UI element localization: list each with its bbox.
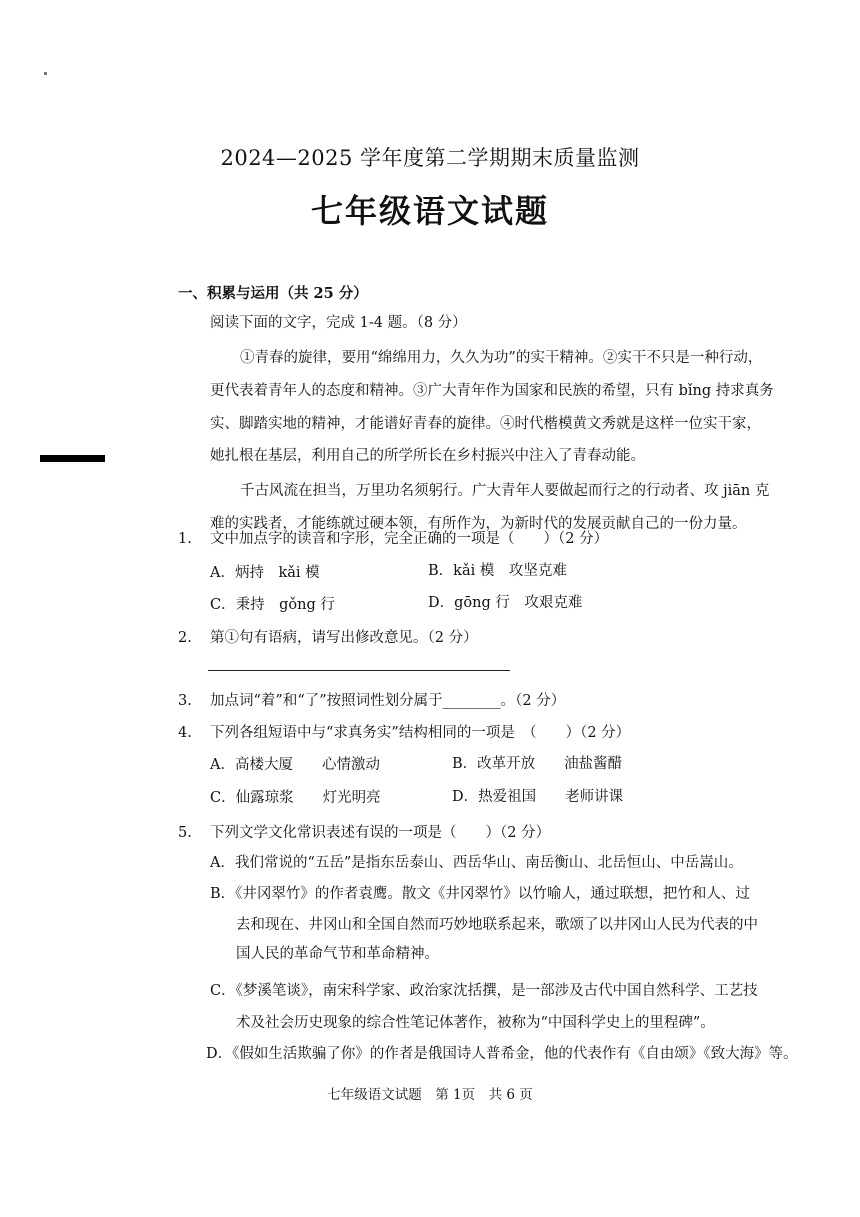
question-number: 1.	[178, 531, 192, 547]
q5-option-d[interactable]: D．《假如生活欺骗了你》的作者是俄国诗人普希金，他的代表作有《自由颂》《致大海》等。	[206, 1046, 798, 1062]
passage-line: 难的实践者，才能练就过硬本领，有所作为，为新时代的发展贡献自己的一份力量。	[210, 516, 747, 532]
question-number: 5.	[178, 825, 192, 841]
passage-line: 她扎根在基层，利用自己的所学所长在乡村振兴中注入了青春动能。	[210, 448, 645, 464]
q5-option-b-cont: 国人民的革命气节和革命精神。	[236, 946, 439, 962]
passage-line: 实、脚踏实地的精神，才能谱好青春的旋律。④时代楷模黄文秀就是这样一位实干家，	[210, 416, 761, 432]
q5-option-a[interactable]: A．我们常说的“五岳”是指东岳泰山、西岳华山、南岳衡山、北岳恒山、中岳嵩山。	[210, 855, 743, 871]
q5-option-b-cont: 去和现在、井冈山和全国自然而巧妙地联系起来，歌颂了以井冈山人民为代表的中	[236, 917, 758, 933]
question-number: 4.	[178, 725, 192, 741]
q5-option-c-cont: 术及社会历史现象的综合性笔记体著作，被称为“中国科学史上的里程碑”。	[236, 1015, 715, 1031]
exam-subtitle: 2024—2025 学年度第二学期期末质量监测	[220, 146, 640, 170]
q1-option-a[interactable]: A．炳持 kǎi 模	[210, 565, 320, 581]
q4-option-d[interactable]: D．热爱祖国 老师讲课	[452, 789, 624, 805]
q4-option-b[interactable]: B．改革开放 油盐酱醋	[452, 756, 623, 772]
question-1-text: 文中加点字的读音和字形，完全正确的一项是（ ）（2 分）	[210, 531, 609, 547]
q4-option-c[interactable]: C．仙露琼浆 灯光明亮	[210, 790, 381, 806]
question-3-text: 加点词“着”和“了”按照词性划分属于________。（2 分）	[210, 693, 566, 709]
section-heading: 一、积累与运用（共 25 分）	[178, 285, 368, 302]
page-footer: 七年级语文试题 第 1页 共 6 页	[327, 1087, 533, 1103]
q4-option-a[interactable]: A．高楼大厦 心情激动	[210, 757, 380, 773]
q1-option-d[interactable]: D．gōng 行 攻艰克难	[428, 595, 583, 611]
passage-line: 千古风流在担当，万里功名须躬行。广大青年人要做起而行之的行动者、攻 jiān 克	[240, 483, 770, 499]
question-number: 3.	[178, 693, 192, 709]
passage-line: ①青春的旋律，要用“绵绵用力，久久为功”的实干精神。②实干不只是一种行动，	[240, 350, 763, 366]
reading-instruction: 阅读下面的文字，完成 1-4 题。（8 分）	[210, 315, 467, 331]
question-4-text: 下列各组短语中与“求真务实”结构相同的一项是 （ ）（2 分）	[210, 725, 631, 741]
scan-mark	[44, 72, 47, 75]
q5-option-b[interactable]: B．《井冈翠竹》的作者袁鹰。散文《井冈翠竹》以竹喻人，通过联想，把竹和人、过	[210, 886, 750, 902]
question-2-text: 第①句有语病，请写出修改意见。（2 分）	[210, 630, 478, 646]
binding-bar	[40, 455, 105, 462]
q1-option-c[interactable]: C．秉持 gǒng 行	[210, 597, 335, 613]
exam-title: 七年级语文试题	[310, 192, 549, 230]
passage-line: 更代表着青年人的态度和精神。③广大青年作为国家和民族的希望，只有 bǐng 持求真务	[210, 383, 774, 399]
answer-line[interactable]	[208, 670, 510, 671]
q1-option-b[interactable]: B．kǎi 模 攻坚克难	[428, 563, 567, 579]
question-5-text: 下列文学文化常识表述有误的一项是（ ）（2 分）	[210, 825, 551, 841]
question-number: 2.	[178, 630, 192, 646]
q5-option-c[interactable]: C．《梦溪笔谈》，南宋科学家、政治家沈括撰，是一部涉及古代中国自然科学、工艺技	[210, 983, 758, 999]
